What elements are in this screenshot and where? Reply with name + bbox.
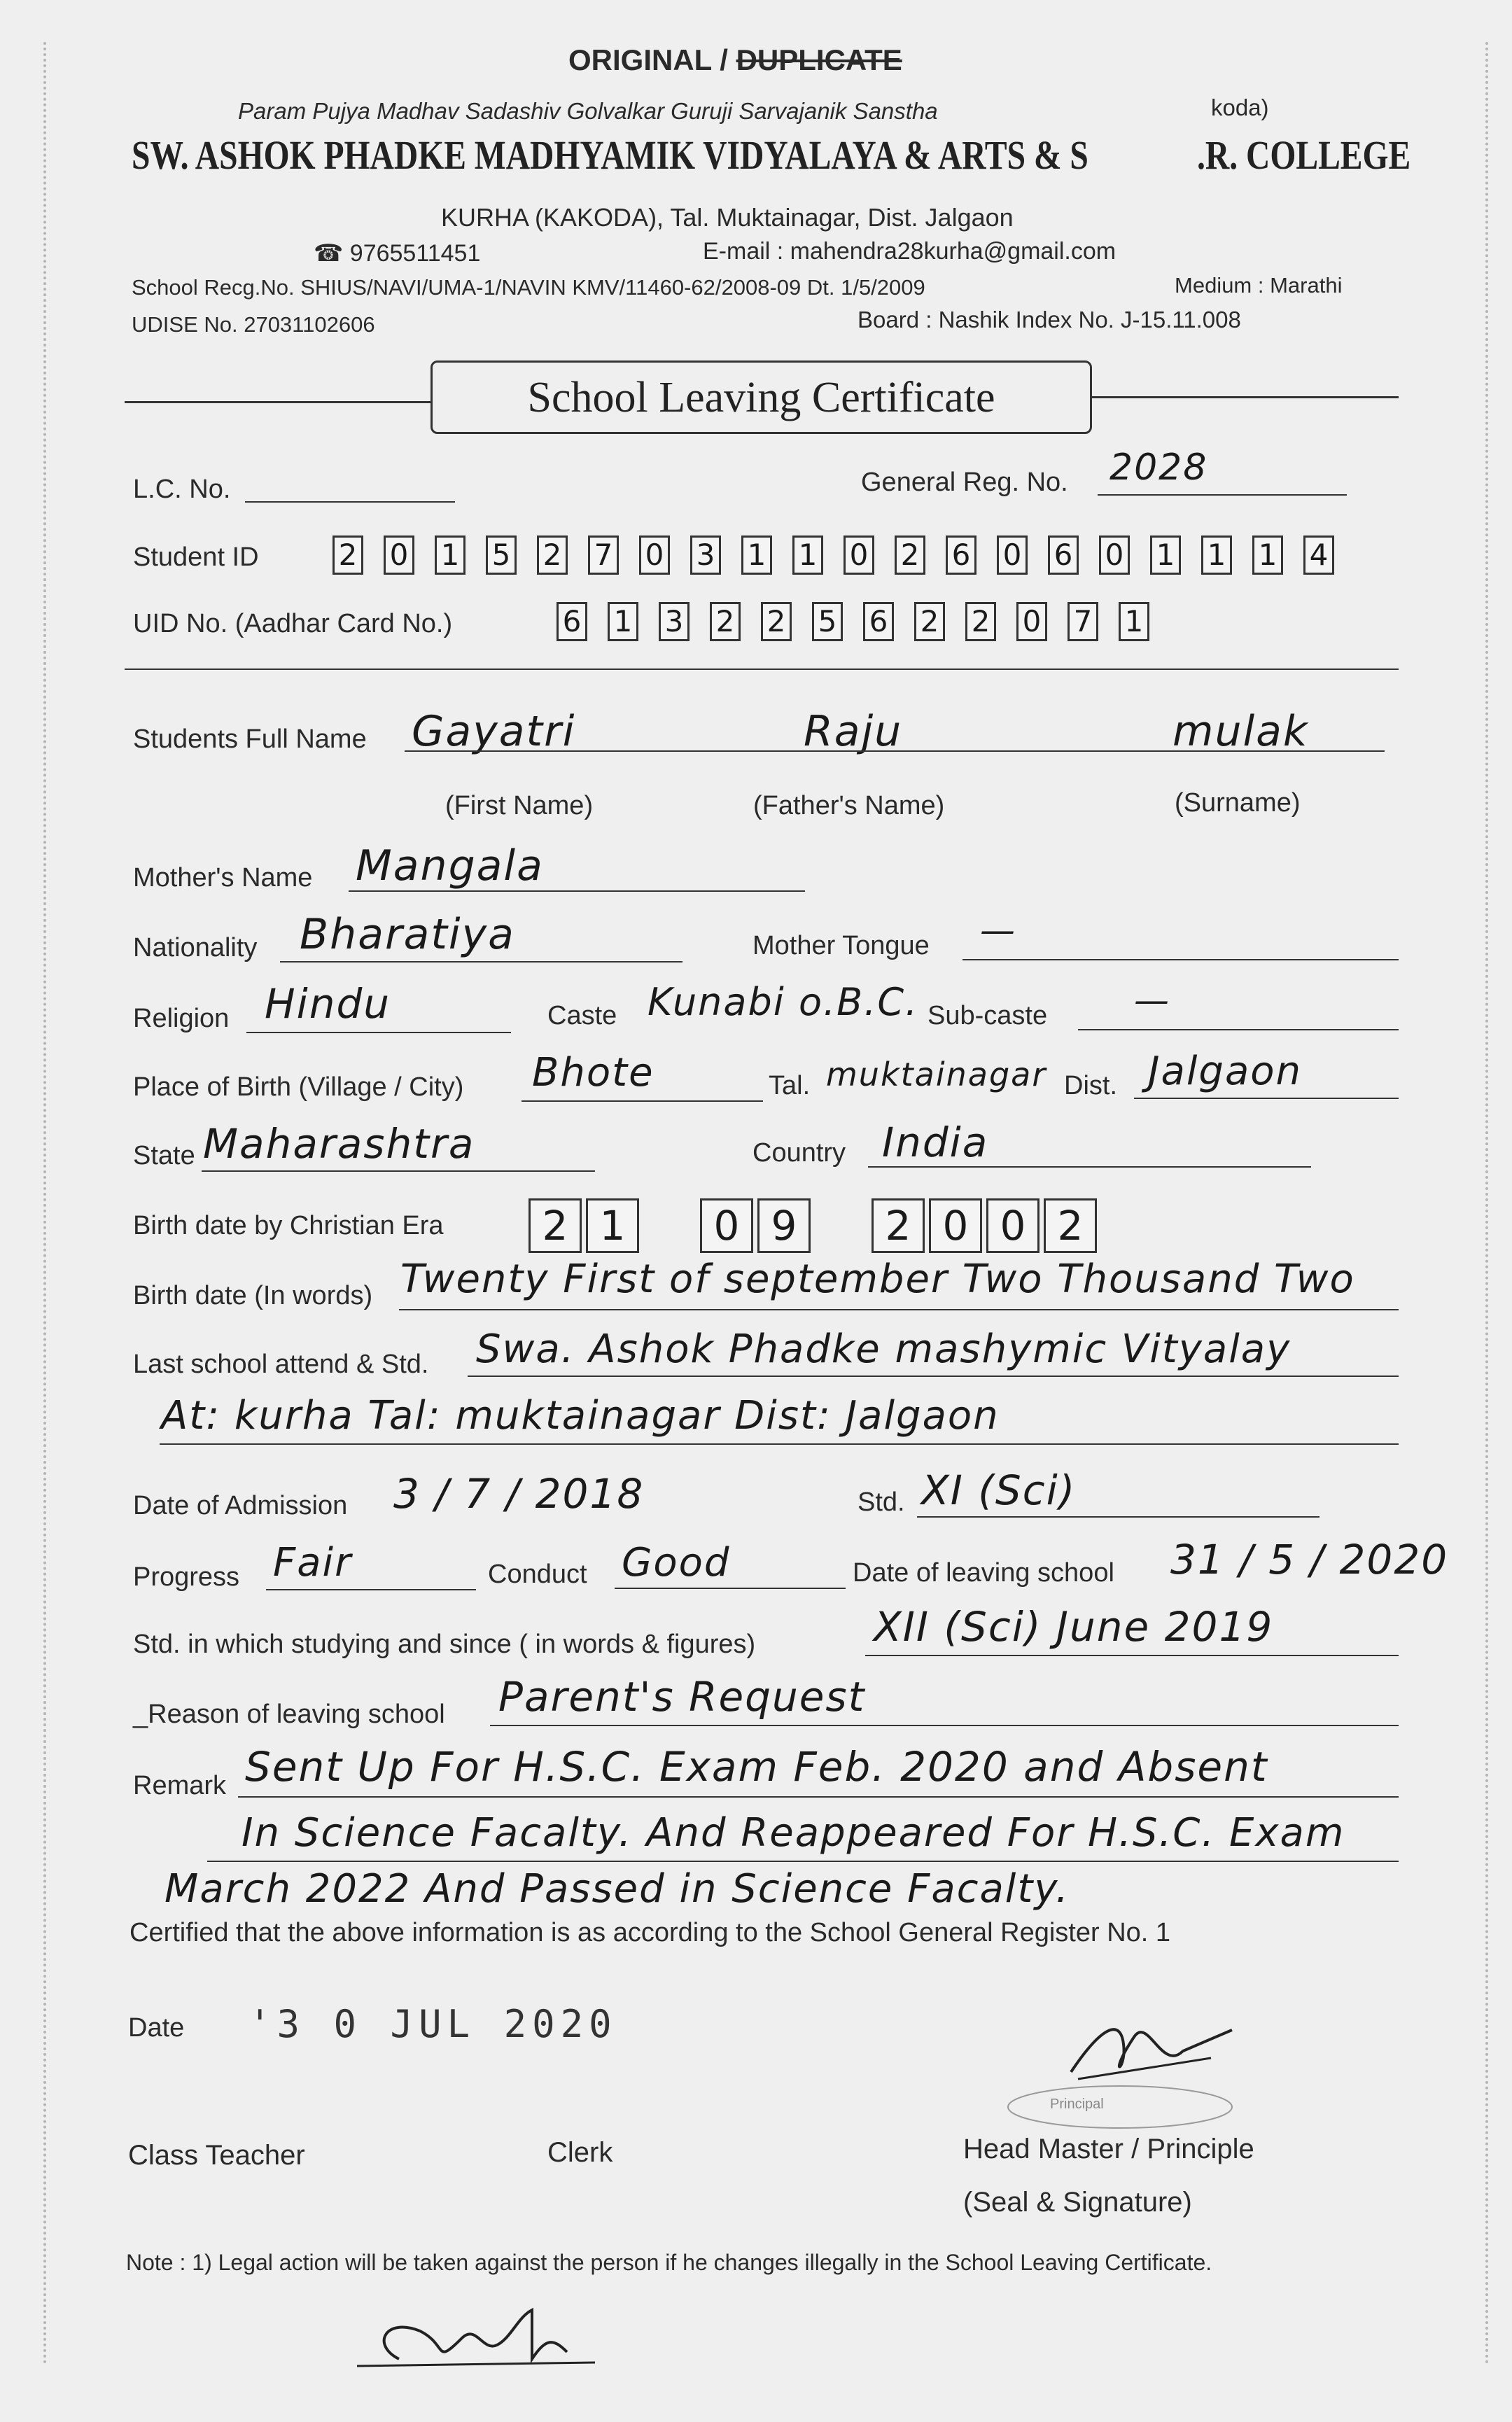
country-value: India bbox=[882, 1119, 989, 1166]
digit-box: 2 bbox=[761, 602, 792, 641]
subcaste-label: Sub-caste bbox=[927, 1001, 1048, 1030]
school-recognition: School Recg.No. SHIUS/NAVI/UMA-1/NAVIN KMV/11460-62/2008-09 Dt. 1/5/2009 bbox=[132, 275, 925, 300]
birth-words-line bbox=[399, 1309, 1399, 1310]
lc-no-line bbox=[245, 501, 455, 503]
remark-rule-2 bbox=[207, 1861, 1399, 1862]
title-rule-left bbox=[125, 401, 430, 403]
state-line bbox=[202, 1170, 595, 1172]
mother-name-line bbox=[349, 890, 805, 892]
country-line bbox=[868, 1166, 1311, 1168]
school-name-left: SW. ASHOK PHADKE MADHYAMIK VIDYALAYA & ARTS & S bbox=[132, 132, 1088, 178]
last-school-label: Last school attend & Std. bbox=[133, 1350, 429, 1379]
digit-box: 2 bbox=[537, 536, 568, 575]
studying-since-value: XII (Sci) June 2019 bbox=[874, 1603, 1274, 1651]
studying-since-line bbox=[865, 1655, 1399, 1656]
digit-box: 7 bbox=[1068, 602, 1098, 641]
seal-signature-label: (Seal & Signature) bbox=[963, 2187, 1192, 2218]
principal-signature bbox=[1001, 1988, 1274, 2135]
reason-label: _Reason of leaving school bbox=[133, 1700, 445, 1729]
father-name-value: Raju bbox=[804, 707, 903, 756]
caste-value: Kunabi o.B.C. bbox=[648, 980, 919, 1024]
birth-date-label: Birth date by Christian Era bbox=[133, 1211, 444, 1240]
std-line bbox=[917, 1516, 1320, 1518]
birth-place-line bbox=[522, 1100, 763, 1102]
conduct-label: Conduct bbox=[488, 1560, 587, 1589]
subcaste-line bbox=[1078, 1029, 1399, 1030]
progress-line bbox=[266, 1589, 476, 1590]
digit-box: 2 bbox=[332, 536, 363, 575]
digit-box: 6 bbox=[863, 602, 894, 641]
digit-box: 1 bbox=[1252, 536, 1283, 575]
digit-box: 2 bbox=[528, 1198, 582, 1253]
last-school-line bbox=[468, 1376, 1399, 1377]
digit-box: 0 bbox=[997, 536, 1028, 575]
subcaste-value: — bbox=[1134, 980, 1170, 1021]
remark-line-3: March 2022 And Passed in Science Facalty. bbox=[164, 1866, 1070, 1912]
digit-box: 1 bbox=[1201, 536, 1232, 575]
first-name-caption: (First Name) bbox=[445, 791, 594, 820]
certified-statement: Certified that the above information is as according to the School General Register No. 1 bbox=[130, 1918, 1171, 1947]
digit-box: 9 bbox=[757, 1198, 811, 1253]
date-stamp: '3 0 JUL 2020 bbox=[248, 2002, 617, 2046]
head-master-label: Head Master / Principle bbox=[963, 2134, 1254, 2164]
remark-label: Remark bbox=[133, 1771, 227, 1800]
digit-box: 2 bbox=[710, 602, 741, 641]
copy-type-duplicate: DUPLICATE bbox=[736, 43, 902, 76]
digit-box: 2 bbox=[1044, 1198, 1097, 1253]
reason-line bbox=[490, 1725, 1399, 1726]
progress-label: Progress bbox=[133, 1562, 240, 1592]
reason-value: Parent's Request bbox=[498, 1673, 866, 1721]
religion-label: Religion bbox=[133, 1004, 230, 1033]
school-phone: ☎ 9765511451 bbox=[314, 240, 481, 267]
digit-box: 2 bbox=[965, 602, 996, 641]
digit-box: 0 bbox=[929, 1198, 982, 1253]
uid-label: UID No. (Aadhar Card No.) bbox=[133, 609, 453, 638]
birth-place-label: Place of Birth (Village / City) bbox=[133, 1072, 464, 1102]
birth-place-value: Bhote bbox=[532, 1050, 654, 1096]
digit-box: 0 bbox=[844, 536, 874, 575]
digit-box: 4 bbox=[1303, 536, 1334, 575]
left-border bbox=[43, 42, 46, 2366]
digit-box: 0 bbox=[1016, 602, 1047, 641]
general-reg-value: 2028 bbox=[1110, 447, 1208, 489]
digit-box: 0 bbox=[1099, 536, 1130, 575]
school-email: E-mail : mahendra28kurha@gmail.com bbox=[703, 238, 1116, 265]
board-index: Board : Nashik Index No. J-15.11.008 bbox=[858, 307, 1241, 332]
digit-box: 3 bbox=[690, 536, 721, 575]
digit-box: 0 bbox=[700, 1198, 753, 1253]
mother-name-label: Mother's Name bbox=[133, 863, 313, 892]
country-label: Country bbox=[752, 1138, 846, 1168]
general-reg-label: General Reg. No. bbox=[861, 468, 1068, 497]
nationality-line bbox=[280, 961, 682, 962]
general-reg-line bbox=[1098, 494, 1347, 496]
last-school-value-2: At: kurha Tal: muktainagar Dist: Jalgaon bbox=[161, 1393, 1000, 1438]
dist-label: Dist. bbox=[1064, 1071, 1117, 1100]
nationality-value: Bharatiya bbox=[300, 910, 515, 959]
school-name-right: .R. COLLEGE bbox=[1197, 132, 1411, 178]
surname-value: mulak bbox=[1172, 707, 1309, 756]
digit-box: 0 bbox=[384, 536, 414, 575]
admission-label: Date of Admission bbox=[133, 1491, 348, 1520]
progress-value: Fair bbox=[273, 1540, 353, 1586]
copy-type-original: ORIGINAL / bbox=[568, 43, 728, 76]
digit-box: 2 bbox=[895, 536, 925, 575]
conduct-line bbox=[615, 1588, 846, 1589]
trust-name-tail: koda) bbox=[1211, 94, 1269, 120]
last-school-value: Swa. Ashok Phadke mashymic Vityalay bbox=[476, 1326, 1292, 1372]
uid-rule bbox=[125, 668, 1399, 670]
title-rule-right bbox=[1092, 396, 1399, 398]
digit-box: 1 bbox=[741, 536, 772, 575]
digit-box: 5 bbox=[486, 536, 517, 575]
class-teacher-label: Class Teacher bbox=[128, 2140, 305, 2171]
digit-box: 3 bbox=[659, 602, 690, 641]
conduct-value: Good bbox=[622, 1540, 731, 1586]
religion-line bbox=[246, 1032, 511, 1033]
father-name-caption: (Father's Name) bbox=[753, 791, 945, 820]
mother-name-value: Mangala bbox=[356, 841, 544, 890]
certificate-title: School Leaving Certificate bbox=[430, 360, 1092, 434]
dist-line bbox=[1134, 1098, 1399, 1099]
full-name-label: Students Full Name bbox=[133, 724, 367, 754]
svg-text:Principal: Principal bbox=[1050, 2096, 1104, 2112]
right-border bbox=[1485, 42, 1488, 2366]
student-id-label: Student ID bbox=[133, 542, 259, 572]
digit-box: 5 bbox=[812, 602, 843, 641]
caste-label: Caste bbox=[547, 1001, 617, 1030]
copy-type bbox=[568, 43, 902, 77]
birth-words-label: Birth date (In words) bbox=[133, 1281, 373, 1310]
std-label: Std. bbox=[858, 1488, 905, 1517]
digit-box: 1 bbox=[1119, 602, 1149, 641]
studying-since-label: Std. in which studying and since ( in words & figures) bbox=[133, 1630, 756, 1659]
digit-box: 6 bbox=[556, 602, 587, 641]
remark-line-1: Sent Up For H.S.C. Exam Feb. 2020 and Absent bbox=[245, 1743, 1268, 1791]
admission-value: 3 / 7 / 2018 bbox=[393, 1470, 645, 1518]
religion-value: Hindu bbox=[265, 980, 391, 1028]
school-medium: Medium : Marathi bbox=[1175, 273, 1343, 298]
digit-box: 1 bbox=[792, 536, 823, 575]
dist-value: Jalgaon bbox=[1148, 1049, 1303, 1094]
digit-box: 0 bbox=[639, 536, 670, 575]
digit-box: 1 bbox=[586, 1198, 639, 1253]
leaving-date-value: 31 / 5 / 2020 bbox=[1170, 1536, 1449, 1583]
tal-value: muktainagar bbox=[826, 1056, 1047, 1093]
remark-rule-1 bbox=[238, 1796, 1399, 1798]
bottom-signature bbox=[343, 2289, 623, 2394]
trust-name: Param Pujya Madhav Sadashiv Golvalkar Guruji Sarvajanik Sanstha bbox=[238, 98, 938, 124]
surname-caption: (Surname) bbox=[1175, 788, 1301, 818]
lc-no-label: L.C. No. bbox=[133, 475, 231, 504]
udise-number: UDISE No. 27031102606 bbox=[132, 312, 375, 337]
mother-tongue-value: — bbox=[980, 910, 1016, 951]
nationality-label: Nationality bbox=[133, 933, 258, 962]
digit-box: 1 bbox=[608, 602, 638, 641]
first-name-value: Gayatri bbox=[412, 707, 576, 756]
legal-note: Note : 1) Legal action will be taken against the person if he changes illegally in the School Leaving Certificate. bbox=[126, 2250, 1212, 2275]
date-label: Date bbox=[128, 2013, 185, 2043]
digit-box: 6 bbox=[946, 536, 976, 575]
digit-box: 1 bbox=[435, 536, 465, 575]
state-value: Maharashtra bbox=[203, 1120, 475, 1168]
state-label: State bbox=[133, 1141, 195, 1170]
birth-words-value: Twenty First of september Two Thousand Two bbox=[400, 1256, 1355, 1302]
tal-label: Tal. bbox=[769, 1071, 811, 1100]
mother-tongue-line bbox=[962, 959, 1399, 960]
std-value: XI (Sci) bbox=[921, 1466, 1077, 1514]
clerk-label: Clerk bbox=[547, 2137, 613, 2168]
leaving-date-label: Date of leaving school bbox=[853, 1558, 1114, 1588]
digit-box: 7 bbox=[588, 536, 619, 575]
digit-box: 2 bbox=[914, 602, 945, 641]
digit-box: 0 bbox=[986, 1198, 1040, 1253]
digit-box: 2 bbox=[872, 1198, 925, 1253]
digit-box: 1 bbox=[1150, 536, 1181, 575]
school-address: KURHA (KAKODA), Tal. Muktainagar, Dist. Jalgaon bbox=[441, 203, 1014, 232]
remark-line-2: In Science Facalty. And Reappeared For H.S.C. Exam bbox=[241, 1810, 1345, 1856]
last-school-line-2 bbox=[160, 1443, 1399, 1445]
digit-box: 6 bbox=[1048, 536, 1079, 575]
mother-tongue-label: Mother Tongue bbox=[752, 931, 930, 960]
full-name-line bbox=[405, 750, 1385, 752]
